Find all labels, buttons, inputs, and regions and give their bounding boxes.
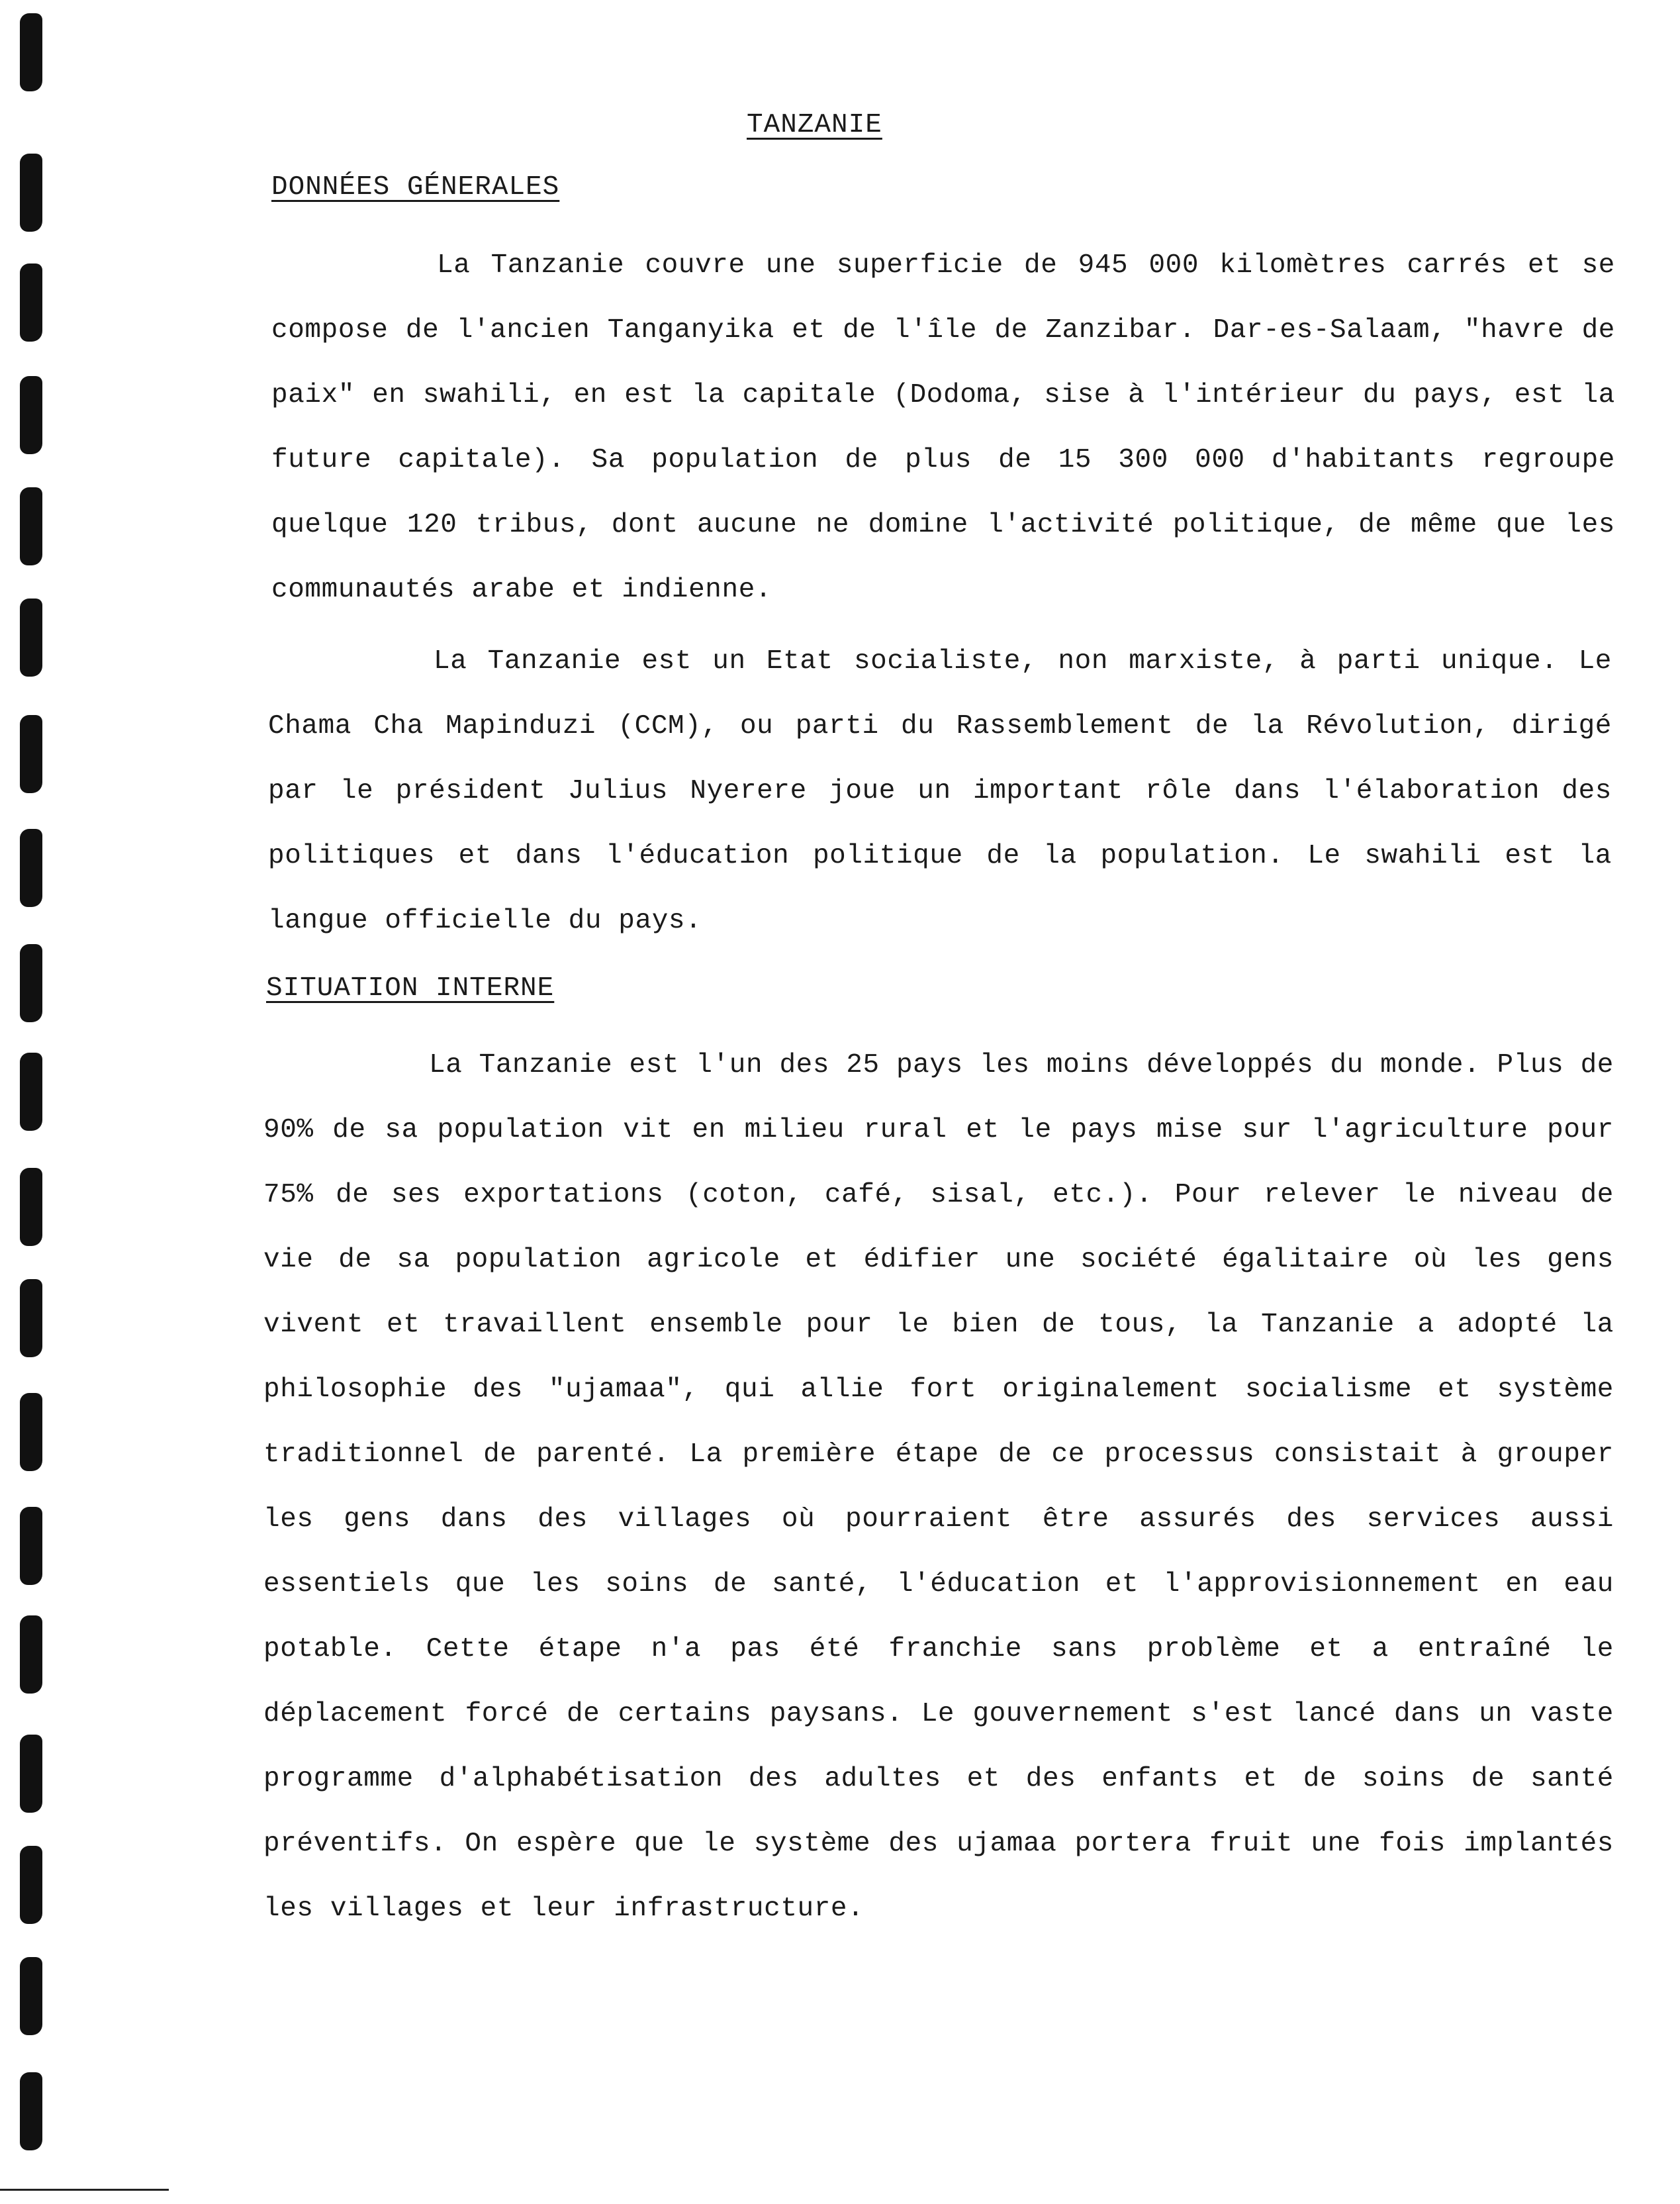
binder-hole — [20, 13, 42, 91]
paragraph — [271, 233, 1615, 622]
binder-hole — [20, 1735, 42, 1813]
binder-hole — [20, 1615, 42, 1694]
binder-hole — [20, 487, 42, 565]
binder-hole — [20, 1279, 42, 1357]
paragraph-text: La Tanzanie couvre une superficie de 945 000 kilomètres carrés et se compose de l'ancien Tanganyika et de l'île de Zanzibar. Dar-es-Salaam, "havre de paix" en swahili, en est la capitale (Dodoma, sise à l'intérieur du pays, est la future capitale). Sa population de plus de 15 300 000 d'habitants regroupe quelque 120 tribus, dont aucune ne domine l'activité politique, de même que les communautés arabe et indienne. — [271, 250, 1615, 605]
binder-hole — [20, 1957, 42, 2035]
binder-hole — [20, 1393, 42, 1471]
section-heading-situation-interne: SITUATION INTERNE — [266, 973, 555, 1004]
binder-hole — [20, 2072, 42, 2150]
footer-rule — [0, 2189, 169, 2191]
binder-hole — [20, 1168, 42, 1246]
paragraph-text: La Tanzanie est un Etat socialiste, non marxiste, à parti unique. Le Chama Cha Mapinduzi (CCM), ou parti du Rassemblement de la Révolution, dirigé par le président Julius Nyerere joue un important rôle dans l'élaboration des politiques et dans l'éducation politique de la population. Le swahili est la langue officielle du pays. — [268, 646, 1612, 936]
paragraph — [263, 1033, 1614, 1941]
binder-holes — [12, 0, 52, 2204]
binder-hole — [20, 154, 42, 232]
binder-hole — [20, 944, 42, 1022]
binder-hole — [20, 264, 42, 342]
binder-hole — [20, 1846, 42, 1924]
paragraph — [268, 629, 1612, 953]
binder-hole — [20, 1053, 42, 1131]
binder-hole — [20, 715, 42, 793]
binder-hole — [20, 829, 42, 907]
paragraph-text: La Tanzanie est l'un des 25 pays les moins développés du monde. Plus de 90% de sa population vit en milieu rural et le pays mise sur l'agriculture pour 75% de ses exportations (coton, café, sisal, etc.). Pour relever le niveau de vie de sa population agricole et édifier une société égalitaire où les gens vivent et travaillent ensemble pour le bien de tous, la Tanzanie a adopté la philosophie des "ujamaa", qui allie fort originalement socialisme et système traditionnel de parenté. La première étape de ce processus consistait à grouper les gens dans des villages où pourraient être assurés des services aussi essentiels que les soins de santé, l'éducation et l'approvisionnement en eau potable. Cette étape n'a pas été franchie sans problème et a entraîné le déplacement forcé de certains paysans. Le gouvernement s'est lancé dans un vaste programme d'alphabétisation des adultes et des enfants et de soins de santé préventifs. On espère que le système des ujamaa portera fruit une fois implantés les villages et leur infrastructure. — [263, 1050, 1614, 1924]
binder-hole — [20, 376, 42, 454]
page-title: TANZANIE — [747, 110, 882, 140]
section-heading-donnees-generales: DONNÉES GÉNERALES — [271, 172, 560, 203]
binder-hole — [20, 599, 42, 677]
binder-hole — [20, 1507, 42, 1585]
